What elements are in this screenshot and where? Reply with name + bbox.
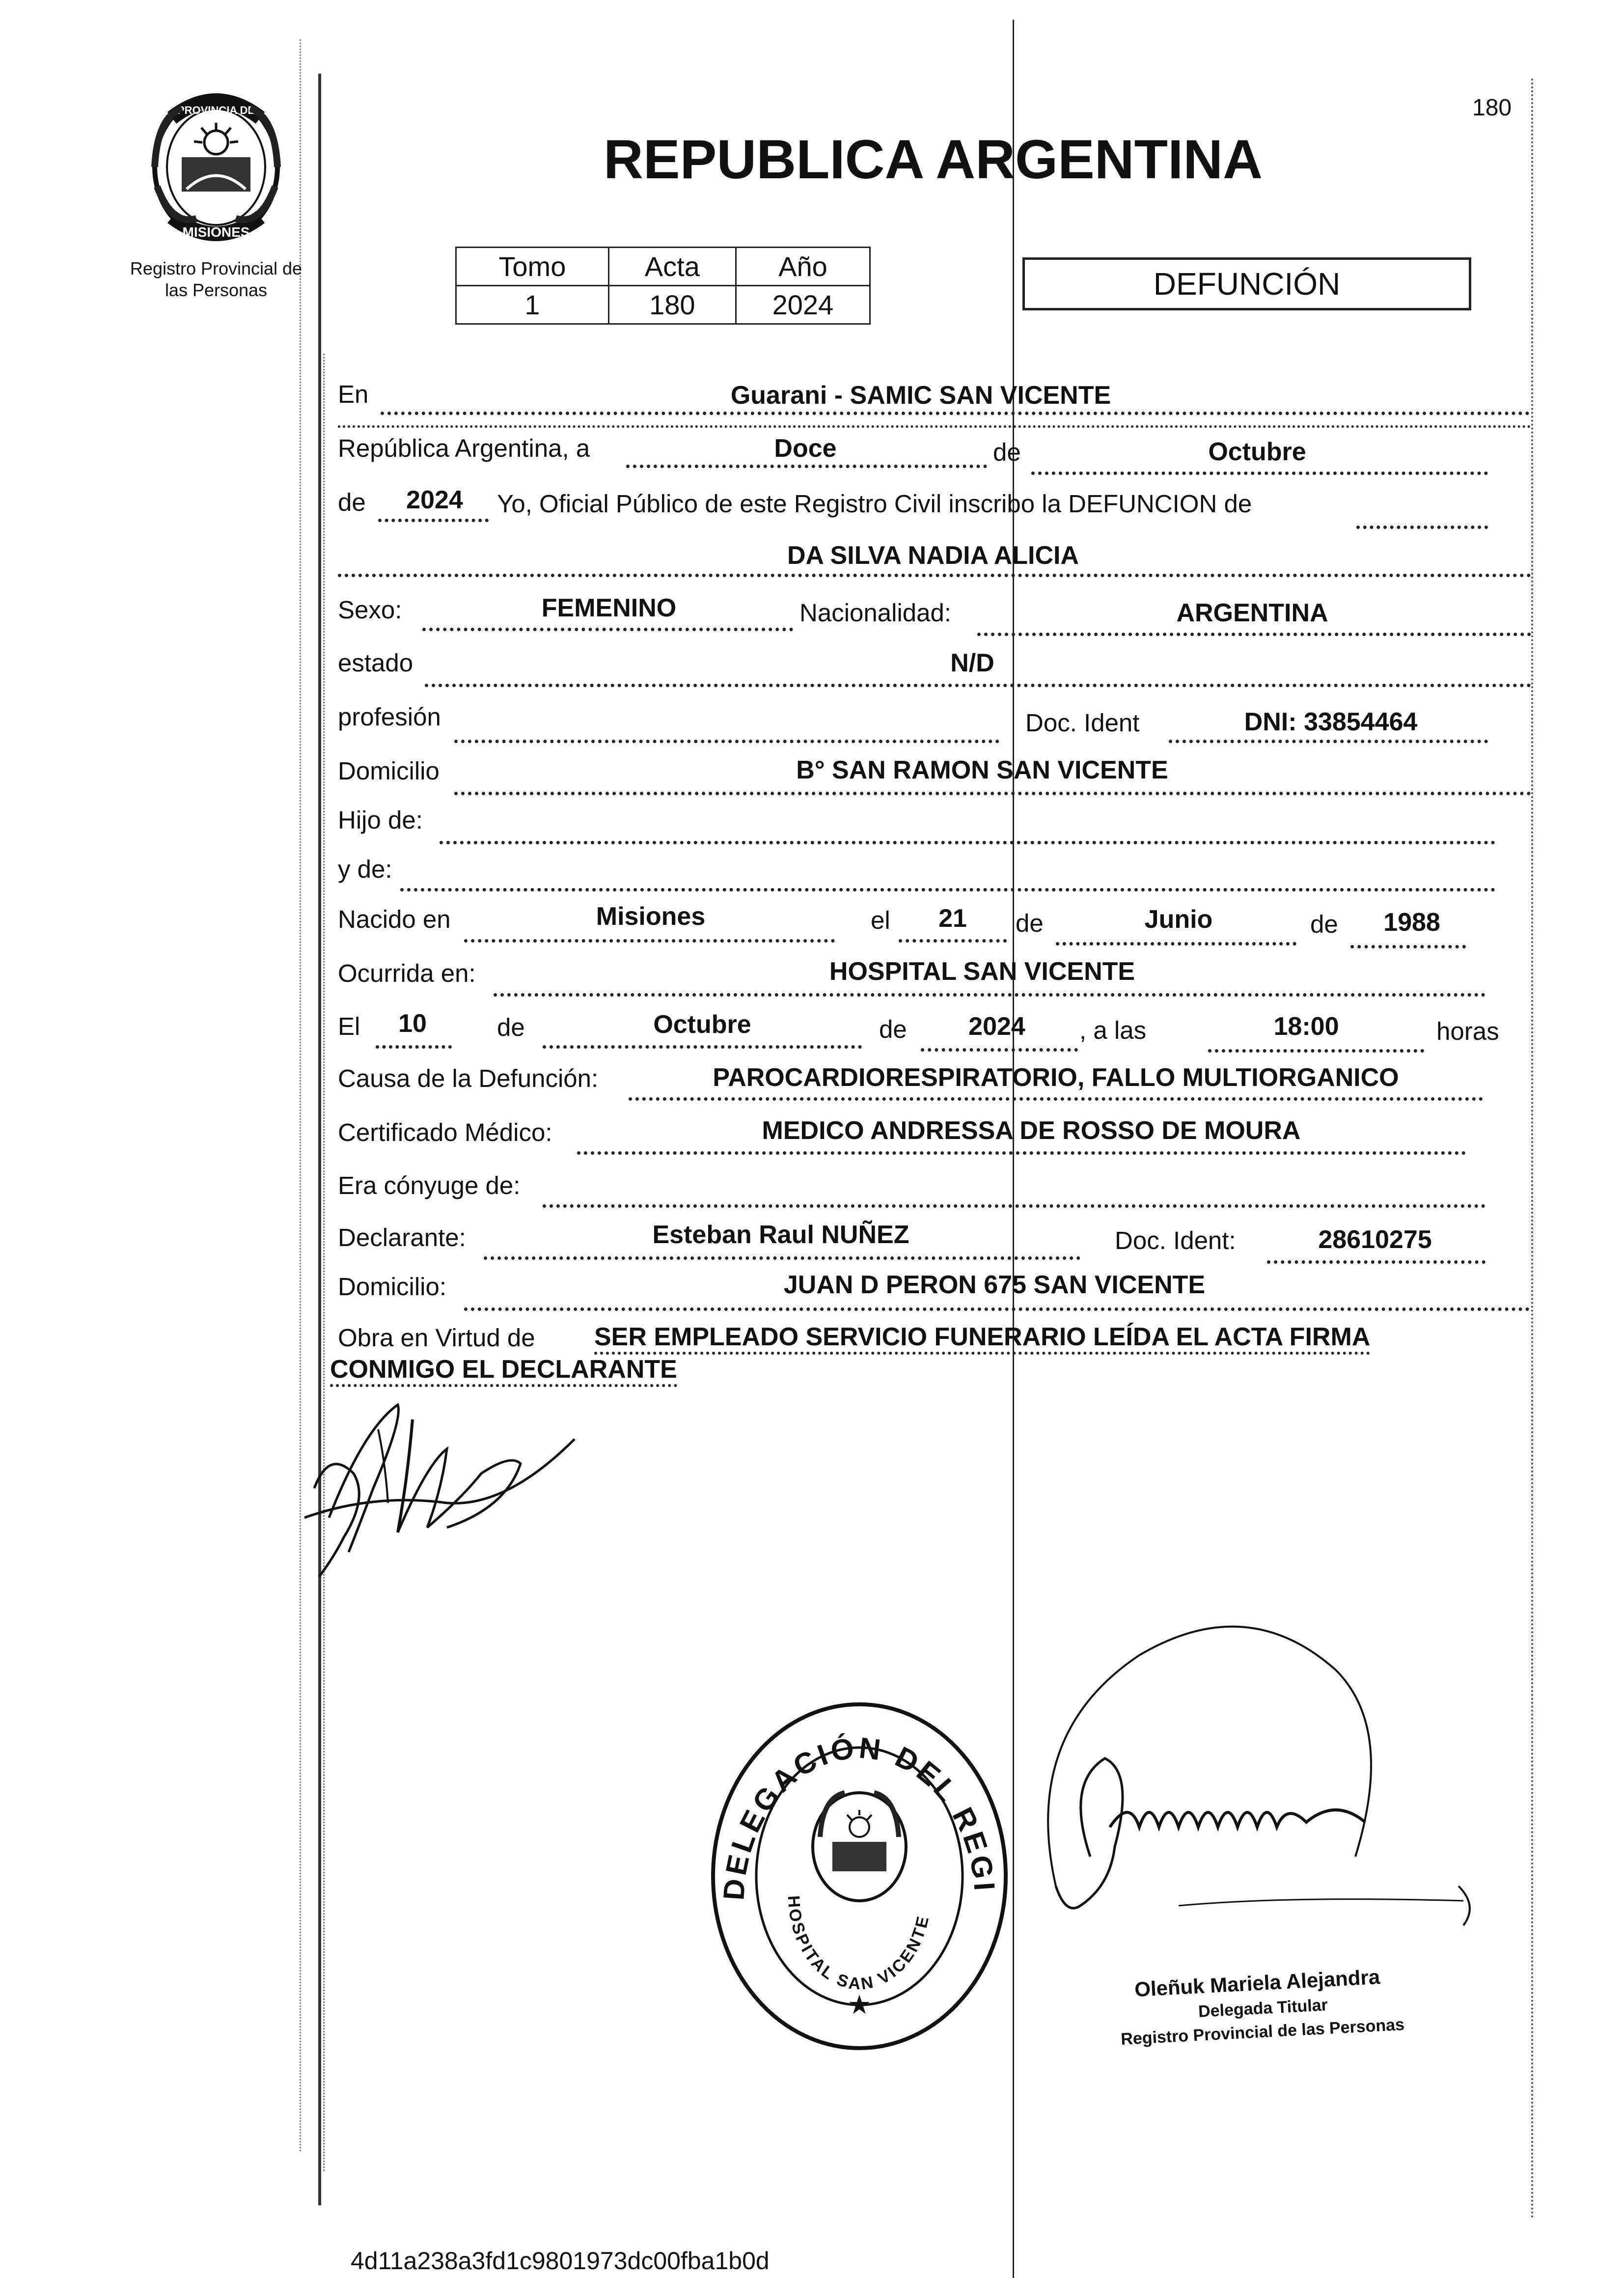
dots-domicilio [454, 792, 1531, 795]
label-nacionalidad: Nacionalidad: [799, 599, 952, 627]
field-def-anio: 2024 [968, 1012, 1025, 1041]
label-y-de: y de: [338, 855, 392, 883]
field-nacionalidad: ARGENTINA [1176, 599, 1328, 627]
dots-nacionalidad [977, 633, 1531, 636]
label-certificado: Certificado Médico: [338, 1118, 552, 1146]
field-nacido-en: Misiones [596, 902, 706, 931]
document-type-box: DEFUNCIÓN [1022, 257, 1471, 310]
far-left-dashed [300, 39, 301, 2151]
field-lugar: Guarani - SAMIC SAN VICENTE [730, 381, 1111, 410]
label-sexo: Sexo: [338, 596, 402, 624]
dots-en-2 [338, 425, 1531, 428]
field-mes: Octubre [1208, 438, 1306, 466]
field-declarante: Esteban Raul NUÑEZ [652, 1221, 909, 1249]
field-dia: Doce [774, 434, 837, 463]
left-margin-line [318, 74, 321, 2205]
record-header-acta: Acta [608, 248, 736, 286]
dots-declarante [484, 1256, 1080, 1260]
label-doc-ident-2: Doc. Ident: [1115, 1226, 1236, 1254]
declarant-signature [300, 1390, 594, 1596]
registry-stamp [702, 1690, 1017, 2053]
label-ocurrida-en: Ocurrida en: [338, 959, 476, 987]
field-def-mes: Octubre [653, 1010, 751, 1039]
label-domicilio-2: Domicilio: [338, 1273, 447, 1301]
svg-text:MISIONES: MISIONES [182, 224, 250, 240]
field-domicilio-decl: JUAN D PERON 675 SAN VICENTE [783, 1271, 1206, 1299]
dots-nac-mes [1056, 942, 1296, 945]
field-obra-line2: CONMIGO EL DECLARANTE [330, 1355, 677, 1387]
dots-anio [378, 519, 489, 522]
dots-nombre [338, 574, 1531, 577]
field-anio: 2024 [406, 486, 463, 514]
field-def-dia: 10 [398, 1009, 427, 1038]
official-signature [992, 1611, 1532, 1965]
record-table [455, 247, 871, 325]
label-el-cap: El [338, 1012, 360, 1040]
official-role: Delegada Titular [1198, 1996, 1328, 2021]
label-de-2: de [338, 488, 366, 516]
dots-mes [1031, 472, 1488, 475]
record-header-row [456, 248, 870, 286]
svg-text:PROVINCIA DE: PROVINCIA DE [177, 104, 255, 116]
page-title: REPUBLICA ARGENTINA [604, 129, 1263, 190]
dots-en [381, 412, 1530, 415]
label-domicilio: Domicilio [338, 757, 440, 785]
label-conyuge: Era cónyuge de: [338, 1171, 521, 1199]
dots-hijo-de [440, 841, 1495, 844]
label-yo: Yo, Oficial Público de este Registro Civil inscribo la DEFUNCION de [497, 490, 1252, 518]
document-hash: 4d11a238a3fd1c9801973dc00fba1b0d [351, 2247, 770, 2275]
label-de-def-2: de [879, 1015, 907, 1043]
dots-def-mes [543, 1045, 862, 1049]
label-de-def-1: de [497, 1013, 525, 1041]
dots-dia [626, 465, 987, 468]
dots-def-dia [376, 1045, 452, 1049]
label-de-1: de [993, 438, 1021, 466]
official-name: Oleñuk Mariela Alejandra [1134, 1965, 1381, 2001]
label-nacido-en: Nacido en [338, 905, 451, 933]
field-obra-line1: SER EMPLEADO SERVICIO FUNERARIO LEÍDA EL ACTA FIRMA [594, 1322, 1370, 1355]
field-sexo: FEMENINO [541, 594, 677, 622]
label-el: el [871, 906, 890, 934]
dots-ocurrida [494, 993, 1486, 997]
label-en: En [338, 380, 369, 408]
dots-estado [425, 684, 1531, 687]
misiones-seal-logo [142, 88, 290, 246]
label-causa: Causa de la Defunción: [338, 1064, 599, 1092]
record-value-row [456, 286, 870, 324]
field-nombre: DA SILVA NADIA ALICIA [787, 541, 1079, 570]
dots-nac-anio [1350, 945, 1466, 948]
dots-nacido-en [464, 939, 835, 943]
dots-certificado [577, 1151, 1466, 1155]
official-office: Registro Provincial de las Personas [1120, 2015, 1405, 2049]
field-hora: 18:00 [1273, 1012, 1339, 1041]
field-nac-anio: 1988 [1383, 908, 1440, 937]
field-nac-mes: Junio [1144, 905, 1213, 934]
field-certificado: MEDICO ANDRESSA DE ROSSO DE MOURA [762, 1116, 1301, 1145]
label-obra: Obra en Virtud de [338, 1324, 535, 1352]
label-a-las: , a las [1079, 1016, 1147, 1044]
record-tomo: 1 [456, 286, 609, 324]
label-declarante: Declarante: [338, 1223, 466, 1251]
label-doc-ident: Doc. Ident [1025, 709, 1140, 737]
label-de-nac-1: de [1016, 909, 1044, 937]
svg-text:★: ★ [847, 1990, 872, 2020]
label-republica: República Argentina, a [338, 434, 590, 462]
label-estado: estado [338, 649, 413, 677]
record-anio: 2024 [736, 286, 870, 324]
label-horas: horas [1436, 1017, 1499, 1045]
dots-domicilio-2 [464, 1307, 1530, 1311]
field-estado: N/D [950, 649, 994, 677]
field-ocurrida-en: HOSPITAL SAN VICENTE [829, 957, 1135, 986]
label-profesion: profesión [338, 703, 441, 731]
field-documento: DNI: 33854464 [1244, 708, 1418, 736]
record-header-anio: Año [736, 248, 870, 286]
registry-name-2: las Personas [165, 280, 268, 300]
dots-nac-dia [899, 939, 1007, 943]
label-hijo-de: Hijo de: [338, 806, 423, 834]
label-de-nac-2: de [1310, 910, 1338, 938]
dots-yo [1356, 526, 1488, 529]
dots-profesion [454, 740, 999, 743]
dots-causa [629, 1097, 1483, 1101]
field-domicilio: B° SAN RAMON SAN VICENTE [796, 756, 1168, 784]
page-number: 180 [1472, 95, 1512, 121]
dots-sexo [422, 628, 793, 631]
record-acta: 180 [608, 286, 736, 324]
svg-text:DELEGACIÓN DEL REGISTRO DE LAS: DELEGACIÓN DEL REGI [717, 1731, 1001, 1901]
dots-def-anio [921, 1048, 1078, 1052]
svg-text:HOSPITAL SAN VICENTE: HOSPITAL SAN VICENTE [784, 1895, 933, 1994]
registry-name: Registro Provincial de [130, 258, 303, 278]
dots-y-de [400, 888, 1495, 891]
record-header-tomo: Tomo [456, 248, 609, 286]
field-causa: PAROCARDIORESPIRATORIO, FALLO MULTIORGANICO [713, 1063, 1399, 1092]
dots-conyuge [543, 1204, 1486, 1208]
field-declarante-doc: 28610275 [1318, 1225, 1432, 1254]
dots-hora [1208, 1049, 1424, 1053]
dots-doc [1169, 740, 1488, 743]
left-margin-dashed [323, 354, 325, 2171]
dots-declarante-doc [1267, 1260, 1486, 1264]
field-nac-dia: 21 [938, 904, 967, 933]
